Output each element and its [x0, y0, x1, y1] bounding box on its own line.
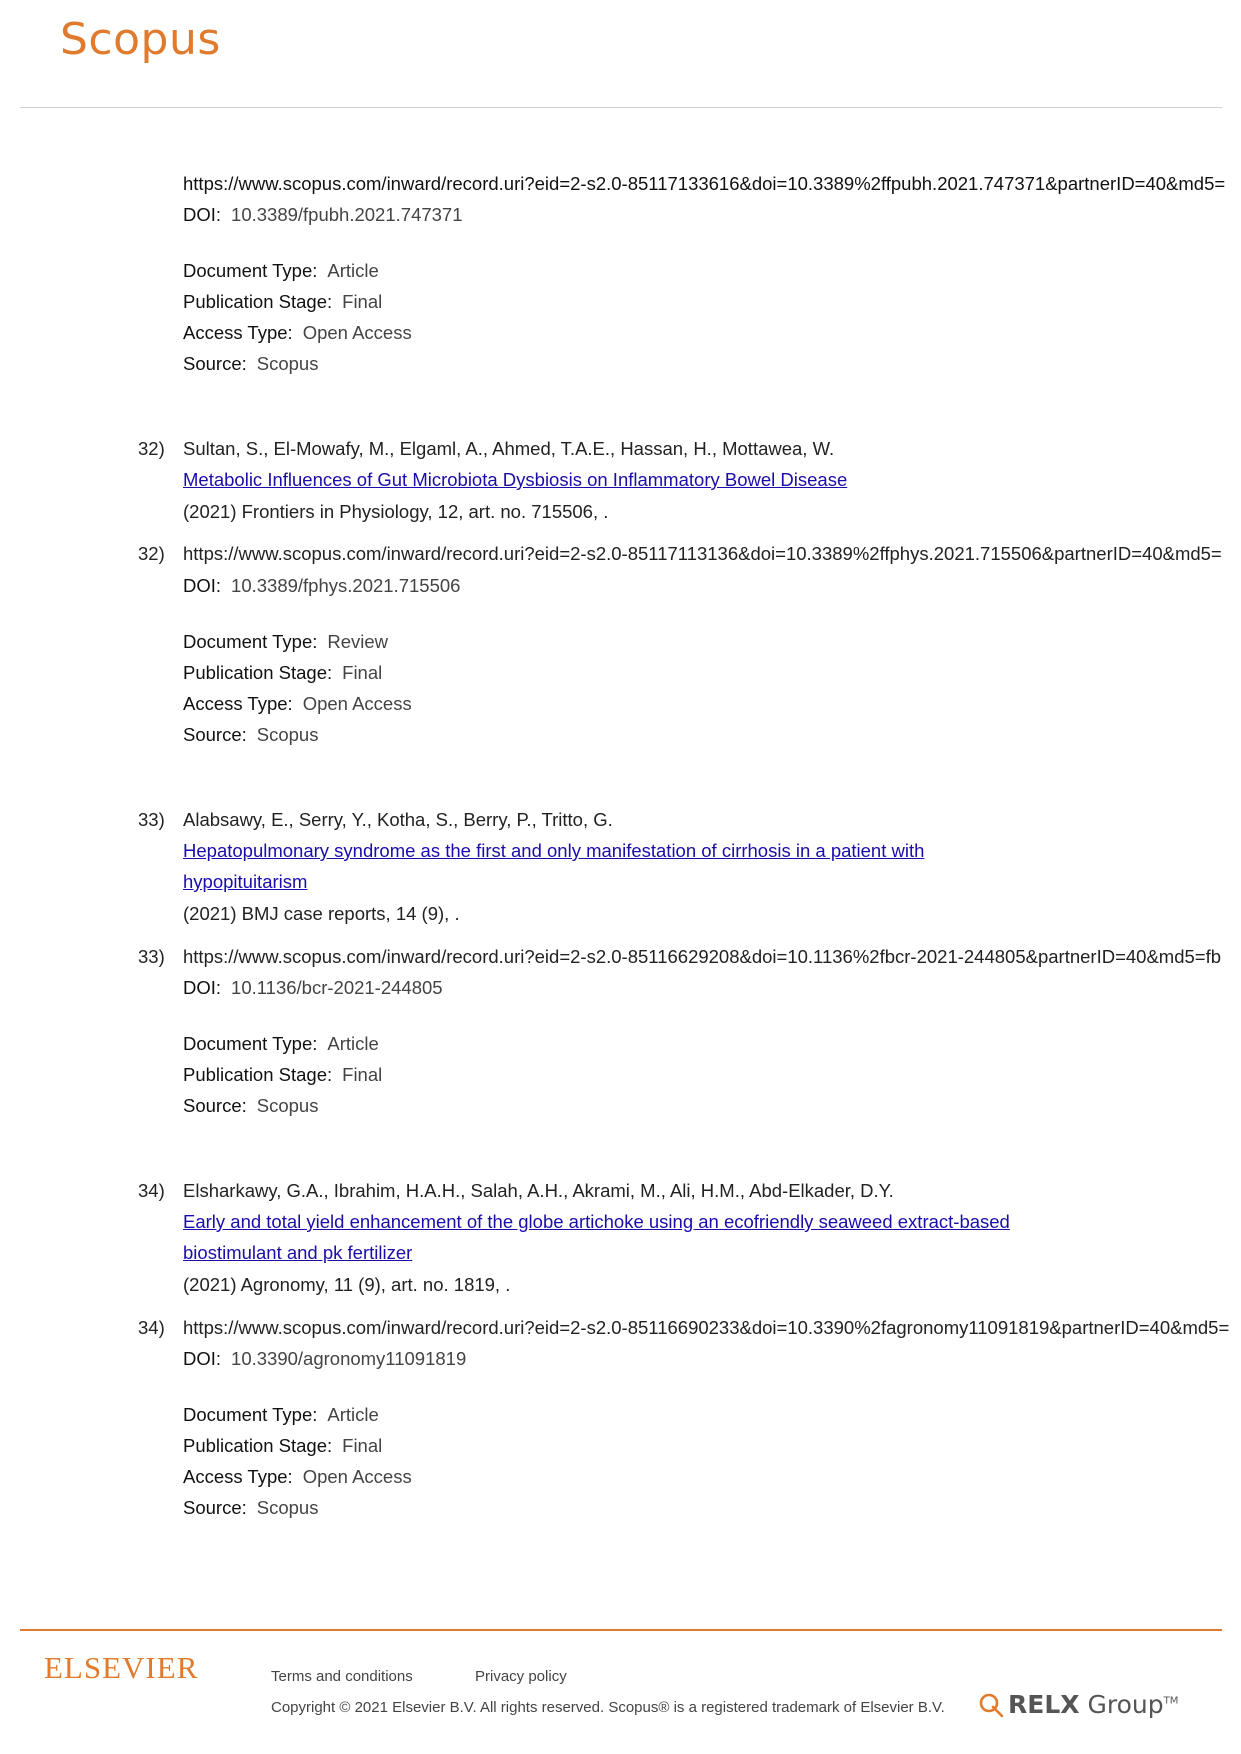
publication-stage: Publication Stage: Final [183, 1064, 383, 1085]
source: Source: Scopus [183, 1497, 319, 1518]
access-type: Access Type: Open Access [183, 1466, 412, 1487]
entry-authors: Sultan, S., El-Mowafy, M., Elgaml, A., Ahmed, T.A.E., Hassan, H., Mottawea, W. [183, 438, 835, 459]
publication-stage: Publication Stage: Final [183, 291, 383, 312]
document-type: Document Type: Article [183, 260, 379, 281]
record-url[interactable]: https://www.scopus.com/inward/record.uri?eid=2-s2.0-85116629208&doi=10.1136%2fbcr-2021-244805&partnerID=40&md5=fb [183, 946, 1222, 967]
entry-citation: (2021) BMJ case reports, 14 (9), . [183, 903, 460, 924]
doi-line: DOI: 10.3389/fpubh.2021.747371 [183, 204, 463, 225]
document-type: Document Type: Article [183, 1033, 379, 1054]
doi-line: DOI: 10.3389/fphys.2021.715506 [183, 575, 461, 596]
source: Source: Scopus [183, 1095, 319, 1116]
entry-title-link[interactable]: hypopituitarism [183, 871, 308, 892]
entry-title-link[interactable]: Hepatopulmonary syndrome as the first and only manifestation of cirrhosis in a patient with [183, 840, 925, 861]
entry-title-link[interactable]: Metabolic Influences of Gut Microbiota Dysbiosis on Inflammatory Bowel Disease [183, 469, 848, 490]
relx-wordmark: RELX Group™ [1008, 1690, 1179, 1719]
footer-divider [20, 1629, 1222, 1631]
publication-stage: Publication Stage: Final [183, 662, 383, 683]
access-type: Access Type: Open Access [183, 322, 412, 343]
entry-citation: (2021) Agronomy, 11 (9), art. no. 1819, . [183, 1274, 511, 1295]
copyright-text: Copyright © 2021 Elsevier B.V. All rights reserved. Scopus® is a registered trademark of Elsevier B.V. [271, 1699, 945, 1716]
record-url[interactable]: https://www.scopus.com/inward/record.uri?eid=2-s2.0-85117113136&doi=10.3389%2ffphys.2021.715506&partnerID=40&md5= [183, 543, 1222, 564]
elsevier-logo[interactable]: ELSEVIER [44, 1650, 199, 1685]
record-url[interactable]: https://www.scopus.com/inward/record.uri?eid=2-s2.0-85116690233&doi=10.3390%2fagronomy11091819&partnerID=40&md5= [183, 1317, 1230, 1338]
entry-number: 34) [138, 1317, 165, 1338]
terms-link[interactable]: Terms and conditions [271, 1668, 413, 1685]
page-header [0, 0, 1241, 110]
entry-number: 33) [138, 946, 165, 967]
access-type: Access Type: Open Access [183, 693, 412, 714]
entry-citation: (2021) Frontiers in Physiology, 12, art. no. 715506, . [183, 501, 609, 522]
entry-number: 33) [138, 809, 165, 830]
entry-authors: Alabsawy, E., Serry, Y., Kotha, S., Berry, P., Tritto, G. [183, 809, 613, 830]
source: Source: Scopus [183, 353, 319, 374]
doi-line: DOI: 10.3390/agronomy11091819 [183, 1348, 467, 1369]
doi-line: DOI: 10.1136/bcr-2021-244805 [183, 977, 443, 998]
relx-logo[interactable] [978, 1690, 1178, 1719]
document-type: Document Type: Article [183, 1404, 379, 1425]
privacy-link[interactable]: Privacy policy [475, 1668, 567, 1685]
entry-title-link[interactable]: Early and total yield enhancement of the globe artichoke using an ecofriendly seaweed extract-based [183, 1211, 1010, 1232]
document-type: Document Type: Review [183, 631, 389, 652]
publication-stage: Publication Stage: Final [183, 1435, 383, 1456]
relx-mark-icon [978, 1692, 1004, 1718]
entry-number: 32) [138, 438, 165, 459]
header-divider [20, 107, 1222, 108]
entry-title-link[interactable]: biostimulant and pk fertilizer [183, 1242, 413, 1263]
entry-number: 34) [138, 1180, 165, 1201]
entry-authors: Elsharkawy, G.A., Ibrahim, H.A.H., Salah, A.H., Akrami, M., Ali, H.M., Abd-Elkader, D.Y. [183, 1180, 894, 1201]
entry-number: 32) [138, 543, 165, 564]
scopus-logo[interactable]: Scopus [60, 14, 221, 65]
source: Source: Scopus [183, 724, 319, 745]
record-url[interactable]: https://www.scopus.com/inward/record.uri?eid=2-s2.0-85117133616&doi=10.3389%2ffpubh.2021.747371&partnerID=40&md5= [183, 173, 1226, 194]
